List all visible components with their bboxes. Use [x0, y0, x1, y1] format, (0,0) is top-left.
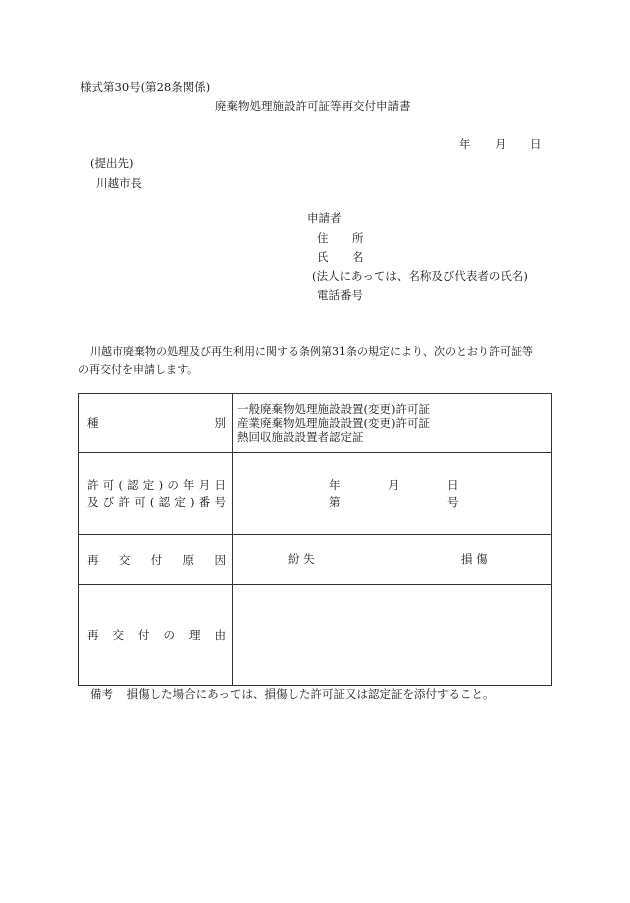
permit-day: 日	[447, 477, 459, 492]
permit-label-line2: 及 び 許 可 ( 認 定 ) 番 号	[87, 494, 226, 509]
submit-to-name: 川越市長	[96, 176, 142, 190]
permit-month: 月	[388, 477, 400, 492]
name-label-2: 名	[352, 250, 364, 264]
address-label-2: 所	[352, 231, 364, 245]
row-permit-date	[79, 453, 552, 535]
permit-dai: 第	[329, 494, 341, 509]
date-year: 年	[459, 137, 471, 151]
applicant-heading: 申請者	[307, 211, 342, 225]
row-cause	[79, 535, 552, 585]
cause-damage[interactable]: 損 傷	[461, 551, 488, 566]
date-month: 月	[495, 137, 507, 151]
reason-value-cell[interactable]	[233, 585, 552, 686]
phone-label: 電話番号	[317, 288, 363, 302]
body-text-line2: の再交付を申請します。	[78, 363, 199, 376]
date-day: 日	[530, 137, 542, 151]
document-title: 廃棄物処理施設許可証等再交付申請書	[215, 99, 411, 113]
request-table	[78, 393, 552, 686]
permit-label-cell	[79, 453, 233, 535]
cause-loss[interactable]: 紛 失	[288, 551, 315, 566]
form-number: 様式第30号(第28条関係)	[80, 80, 211, 94]
type-label-cell	[79, 394, 233, 453]
cause-value-cell[interactable]	[233, 535, 552, 585]
type-option-general[interactable]: 一般廃棄物処理施設設置(変更)許可証	[237, 402, 430, 416]
address-label-1: 住	[317, 231, 329, 245]
permit-label-line1: 許 可 ( 認 定 ) の 年 月 日	[87, 477, 226, 492]
cause-label-cell: 再 交 付 原 因	[79, 535, 233, 585]
remarks-label: 備考	[90, 687, 113, 701]
row-type	[79, 394, 552, 453]
name-label-1: 氏	[317, 250, 329, 264]
reason-label-cell: 再 交 付 の 理 由	[79, 585, 233, 686]
row-reason	[79, 585, 552, 686]
type-options-cell[interactable]	[233, 394, 552, 453]
type-option-industrial[interactable]: 産業廃棄物処理施設設置(変更)許可証	[237, 416, 430, 430]
corporation-note: (法人にあっては、名称及び代表者の氏名)	[312, 269, 528, 283]
type-label-char: 種	[87, 416, 99, 430]
permit-value-cell[interactable]	[233, 453, 552, 535]
submit-to-label: (提出先)	[90, 156, 134, 170]
remarks	[90, 689, 495, 701]
permit-year: 年	[329, 477, 341, 492]
body-text-line1: 川越市廃棄物の処理及び再生利用に関する条例第31条の規定により、次のとおり許可証等	[90, 345, 533, 358]
permit-go: 号	[447, 494, 459, 509]
type-option-heat-recovery[interactable]: 熱回収施設設置者認定証	[237, 430, 364, 444]
remarks-text: 損傷した場合にあっては、損傷した許可証又は認定証を添付すること。	[126, 687, 495, 701]
type-label-char: 別	[214, 416, 226, 430]
